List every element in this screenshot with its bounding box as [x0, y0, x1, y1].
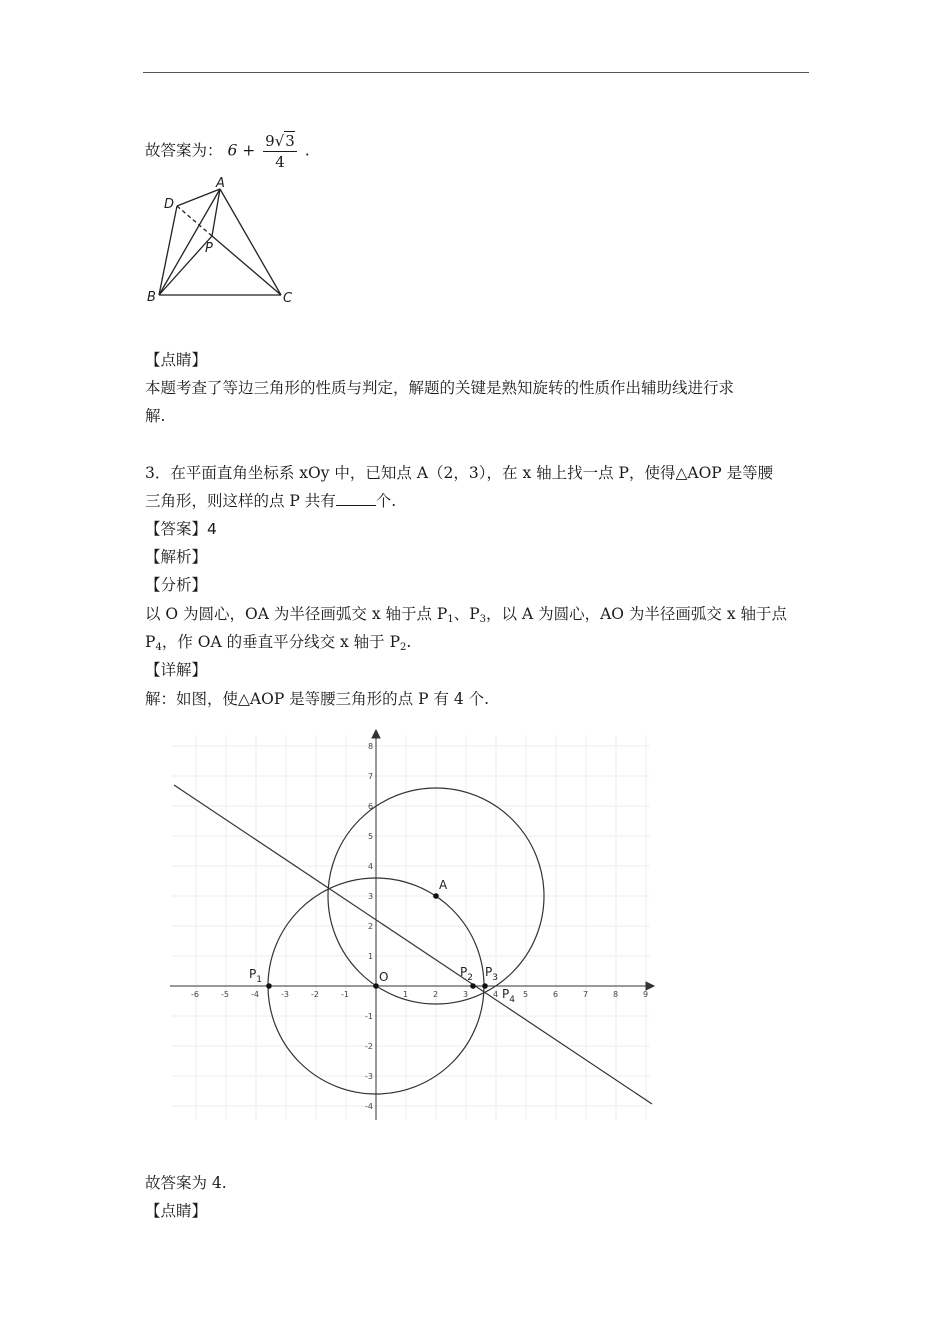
x-tick-label: 1 [403, 990, 409, 999]
q3-stem-2a: 三角形，则这样的点 P 共有 [145, 492, 336, 510]
segment-da [177, 189, 220, 206]
fenxi-sub1: 1 [447, 614, 454, 625]
perpendicular-bisector-line [174, 785, 652, 1104]
point-a [433, 893, 439, 899]
segment-bd [159, 206, 177, 295]
frac-coef: 9 [265, 132, 275, 150]
y-tick-label: 1 [368, 952, 374, 961]
x-tick-label: 9 [643, 990, 649, 999]
xiangjie-header: 【详解】 [145, 661, 208, 679]
prev-answer-suffix: . [304, 141, 310, 160]
y-tick-label: -3 [365, 1072, 373, 1081]
fenxi-header: 【分析】 [145, 576, 208, 594]
fenxi-line1 [145, 604, 787, 630]
prev-answer-lead: 6 + [227, 141, 256, 160]
segment-ac [220, 189, 281, 295]
frac-den: 4 [275, 153, 285, 171]
q3-answer-line [145, 519, 217, 539]
fenxi-2a: P [145, 633, 156, 651]
q3-number: 3 [145, 464, 155, 482]
label-point-a: A [439, 878, 448, 892]
sqrt-sign: √ [274, 132, 285, 150]
x-tick-label: 7 [583, 990, 589, 999]
y-tick-label: 8 [368, 742, 374, 751]
y-tick-label: -2 [365, 1042, 373, 1051]
dianjing1-header: 【点睛】 [145, 351, 208, 369]
segment-pc [212, 236, 281, 295]
fenxi-1b: 、P [453, 605, 480, 623]
x-tick-label: -1 [341, 990, 349, 999]
dianjing1-line1: 本题考查了等边三角形的性质与判定，解题的关键是熟知旋转的性质作出辅助线进行求 [145, 379, 735, 397]
prev-answer-fraction [263, 132, 297, 171]
header-rule [143, 72, 809, 73]
x-tick-label: 8 [613, 990, 619, 999]
segment-dp-dashed [177, 206, 212, 236]
dianjing2-header: 【点睛】 [145, 1202, 208, 1220]
label-p: P [205, 241, 213, 256]
x-tick-label: 3 [463, 990, 469, 999]
x-tick-label: 4 [493, 990, 499, 999]
prev-answer-line [145, 132, 310, 171]
y-tick-label: 3 [368, 892, 374, 901]
answer-value: 4 [207, 520, 217, 538]
fenxi-1c: ，以 A 为圆心，AO 为半径画弧交 x 轴于点 [486, 605, 788, 623]
point-o [373, 983, 379, 989]
fenxi-sub2: 2 [400, 642, 407, 653]
q3-stem-2b: 个. [375, 492, 397, 510]
label-d: D [164, 197, 175, 212]
fenxi-2b: ，作 OA 的垂直平分线交 x 轴于 P [161, 633, 401, 651]
jiexi-header: 【解析】 [145, 548, 208, 566]
y-tick-label: 5 [368, 832, 374, 841]
x-tick-label: 2 [433, 990, 439, 999]
label-c: C [283, 291, 293, 306]
x-tick-label: -3 [281, 990, 289, 999]
fenxi-2c: . [406, 633, 412, 651]
q3-line1 [145, 463, 773, 483]
answer-header: 【答案】 [145, 520, 208, 538]
frac-radicand: 3 [285, 132, 295, 150]
x-tick-label: 6 [553, 990, 559, 999]
xiangjie-text: 解：如图，使△AOP 是等腰三角形的点 P 有 4 个. [145, 690, 490, 708]
dianjing1-line2: 解. [145, 407, 166, 425]
final-answer: 故答案为 4. [145, 1174, 227, 1192]
label-p3: $P_3$ [485, 965, 498, 983]
x-axis-arrow [646, 982, 654, 990]
y-tick-label: -1 [365, 1012, 373, 1021]
label-p2: $P_2$ [460, 965, 473, 983]
x-tick-label: -5 [221, 990, 229, 999]
y-tick-label: -4 [365, 1102, 373, 1111]
y-tick-label: 2 [368, 922, 374, 931]
fenxi-1a: 以 O 为圆心，OA 为半径画弧交 x 轴于点 P [145, 605, 448, 623]
fenxi-line2 [145, 632, 411, 658]
label-p4: $P_4$ [502, 987, 515, 1005]
x-tick-label: -6 [191, 990, 199, 999]
y-tick-label: 7 [368, 772, 374, 781]
x-tick-label: -2 [311, 990, 319, 999]
y-tick-label: 4 [368, 862, 374, 871]
y-axis-arrow [372, 730, 380, 738]
label-p1: $P_1$ [249, 967, 262, 985]
x-tick-label: 5 [523, 990, 529, 999]
fenxi-sub4: 4 [155, 642, 162, 653]
prev-answer-prefix: 故答案为： [145, 141, 223, 160]
q3-stem-1: ．在平面直角坐标系 xOy 中，已知点 A（2，3），在 x 轴上找一点 P，使得△AOP 是等腰 [154, 464, 774, 482]
answer-blank [336, 491, 376, 506]
point-p1 [266, 983, 272, 989]
coordinate-graph [160, 725, 670, 1145]
y-tick-label: 6 [368, 802, 374, 811]
label-b: B [147, 290, 156, 305]
label-a: A [216, 176, 225, 191]
point-p2 [470, 983, 476, 989]
triangle-figure [140, 170, 310, 310]
fenxi-sub3: 3 [479, 614, 487, 625]
label-origin: O [379, 970, 389, 984]
x-tick-label: -4 [251, 990, 259, 999]
point-p3 [482, 983, 488, 989]
q3-line2 [145, 491, 396, 511]
